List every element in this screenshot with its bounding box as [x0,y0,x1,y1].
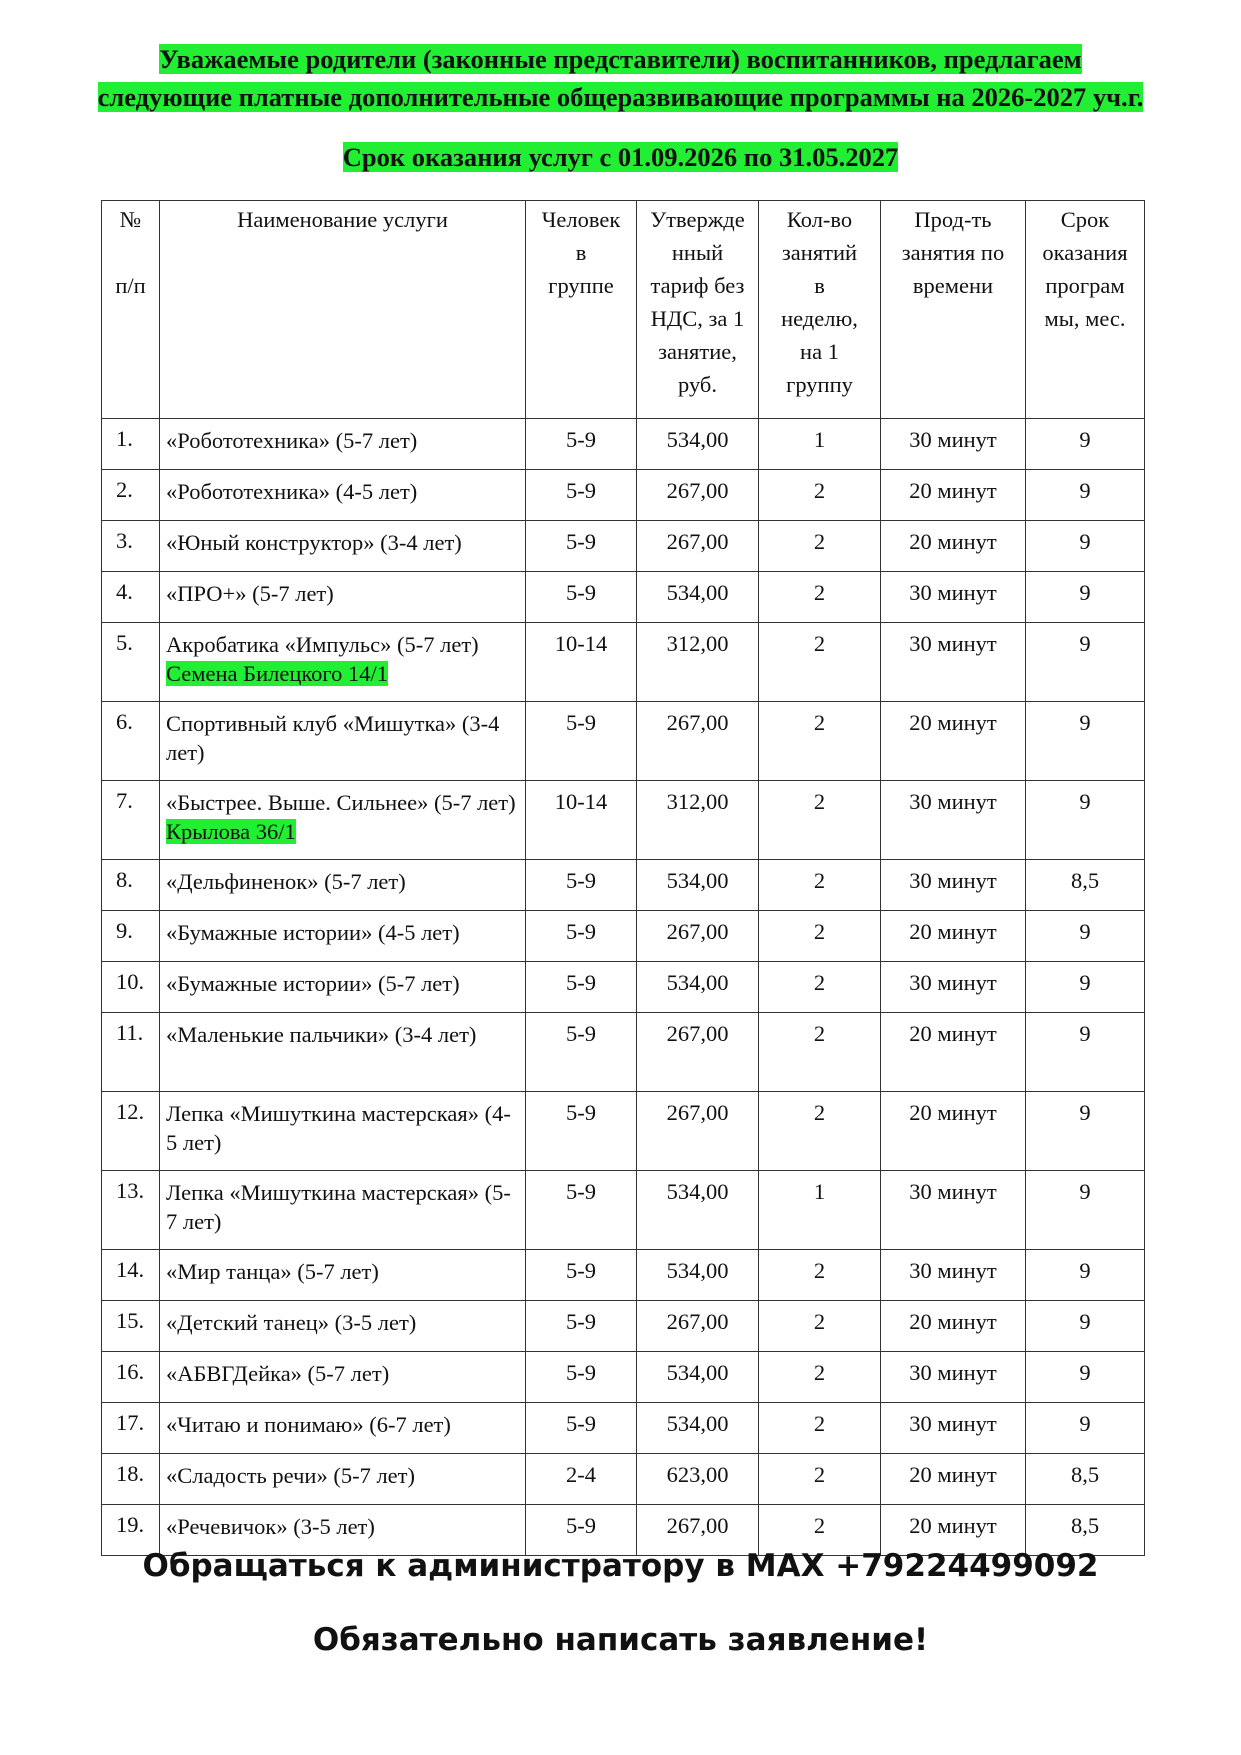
cell-num: 9. [102,911,160,962]
header-term: Срок оказания програм мы, мес. [1026,201,1145,419]
cell-tariff: 534,00 [637,419,759,470]
table-row [102,1013,1145,1092]
header-tariff: Утвержде нный тариф без НДС, за 1 занятие, руб. [637,201,759,419]
cell-people: 5-9 [526,1403,637,1454]
cell-duration: 30 минут [881,1250,1026,1301]
table-body [102,419,1145,1556]
table-row [102,911,1145,962]
table-row [102,1403,1145,1454]
service-name: «Детский танец» (3-5 лет) [166,1310,417,1335]
service-name: «Юный конструктор» (3-4 лет) [166,530,462,555]
cell-duration: 20 минут [881,1301,1026,1352]
cell-term: 9 [1026,1301,1145,1352]
table-row [102,521,1145,572]
cell-duration: 20 минут [881,911,1026,962]
cell-num: 19. [102,1505,160,1556]
cell-people: 5-9 [526,1013,637,1092]
cell-duration: 20 минут [881,1505,1026,1556]
cell-tariff: 267,00 [637,1301,759,1352]
cell-people: 5-9 [526,702,637,781]
table-row [102,1171,1145,1250]
cell-name [160,860,526,911]
cell-people: 5-9 [526,1505,637,1556]
cell-term: 9 [1026,1250,1145,1301]
cell-num: 15. [102,1301,160,1352]
cell-num: 5. [102,623,160,702]
cell-num: 13. [102,1171,160,1250]
cell-num: 7. [102,781,160,860]
cell-term: 9 [1026,623,1145,702]
cell-tariff: 534,00 [637,1403,759,1454]
table-row [102,1092,1145,1171]
cell-count: 2 [759,1013,881,1092]
cell-tariff: 267,00 [637,521,759,572]
table-row [102,860,1145,911]
cell-name [160,702,526,781]
cell-num: 12. [102,1092,160,1171]
service-term-text: Срок оказания услуг с 01.09.2026 по 31.05.2027 [342,142,899,172]
cell-duration: 20 минут [881,1013,1026,1092]
service-name: «ПРО+» (5-7 лет) [166,581,334,606]
service-name: «Робототехника» (4-5 лет) [166,479,418,504]
cell-count: 2 [759,1250,881,1301]
service-name: «Маленькие пальчики» (3-4 лет) [166,1022,477,1047]
cell-tariff: 534,00 [637,572,759,623]
cell-tariff: 267,00 [637,470,759,521]
service-name: Лепка «Мишуткина мастерская» (5-7 лет) [166,1180,511,1234]
table-row [102,781,1145,860]
cell-num: 2. [102,470,160,521]
cell-count: 2 [759,1505,881,1556]
cell-name [160,781,526,860]
cell-count: 2 [759,962,881,1013]
service-name: «Бумажные истории» (5-7 лет) [166,971,460,996]
cell-duration: 30 минут [881,623,1026,702]
cell-duration: 30 минут [881,419,1026,470]
table-header-row [102,201,1145,419]
cell-count: 2 [759,1403,881,1454]
cell-people: 5-9 [526,419,637,470]
service-name: «Мир танца» (5-7 лет) [166,1259,379,1284]
cell-num: 18. [102,1454,160,1505]
cell-term: 9 [1026,1092,1145,1171]
title-line-2: следующие платные дополнительные общеразвивающие программы на 2026-2027 уч.г. [97,82,1144,112]
cell-duration: 30 минут [881,572,1026,623]
cell-num: 16. [102,1352,160,1403]
cell-term: 9 [1026,470,1145,521]
cell-term: 9 [1026,911,1145,962]
cell-name [160,623,526,702]
cell-tariff: 623,00 [637,1454,759,1505]
cell-people: 5-9 [526,521,637,572]
cell-duration: 20 минут [881,470,1026,521]
cell-term: 9 [1026,962,1145,1013]
service-name: Акробатика «Импульс» (5-7 лет) [166,632,479,657]
cell-num: 1. [102,419,160,470]
service-name: «Речевичок» (3-5 лет) [166,1514,375,1539]
cell-duration: 30 минут [881,781,1026,860]
cell-term: 9 [1026,702,1145,781]
cell-count: 2 [759,702,881,781]
cell-term: 9 [1026,1403,1145,1454]
cell-tariff: 534,00 [637,860,759,911]
cell-duration: 30 минут [881,860,1026,911]
cell-tariff: 534,00 [637,962,759,1013]
table-row [102,962,1145,1013]
cell-num: 11. [102,1013,160,1092]
service-name: Лепка «Мишуткина мастерская» (4-5 лет) [166,1101,511,1155]
cell-count: 2 [759,1454,881,1505]
cell-num: 4. [102,572,160,623]
cell-people: 5-9 [526,860,637,911]
cell-name [160,911,526,962]
cell-count: 2 [759,521,881,572]
cell-people: 2-4 [526,1454,637,1505]
cell-duration: 20 минут [881,521,1026,572]
cell-people: 5-9 [526,962,637,1013]
table-row [102,623,1145,702]
service-term [40,138,1201,176]
service-name: «АБВГДейка» (5-7 лет) [166,1361,390,1386]
cell-tariff: 267,00 [637,1505,759,1556]
cell-duration: 30 минут [881,1403,1026,1454]
cell-duration: 30 минут [881,962,1026,1013]
cell-term: 9 [1026,781,1145,860]
address-highlight: Семена Билецкого 14/1 [166,661,388,686]
cell-count: 1 [759,419,881,470]
table-row [102,419,1145,470]
table-row [102,470,1145,521]
cell-name [160,1013,526,1092]
table-row [102,572,1145,623]
cell-name [160,521,526,572]
cell-people: 5-9 [526,1301,637,1352]
cell-term: 9 [1026,1352,1145,1403]
cell-count: 2 [759,1092,881,1171]
cell-name [160,419,526,470]
cell-count: 2 [759,1352,881,1403]
cell-tariff: 267,00 [637,911,759,962]
cell-name [160,1301,526,1352]
cell-people: 5-9 [526,470,637,521]
cell-num: 14. [102,1250,160,1301]
cell-term: 9 [1026,419,1145,470]
cell-name [160,1352,526,1403]
cell-count: 2 [759,623,881,702]
cell-tariff: 267,00 [637,702,759,781]
table-row [102,1352,1145,1403]
cell-count: 2 [759,860,881,911]
cell-people: 5-9 [526,1171,637,1250]
application-notice: Обязательно написать заявление! [312,1622,929,1658]
cell-term: 9 [1026,572,1145,623]
header-duration: Прод-ть занятия по времени [881,201,1026,419]
cell-name [160,1171,526,1250]
cell-count: 2 [759,1301,881,1352]
cell-people: 10-14 [526,623,637,702]
cell-term: 9 [1026,521,1145,572]
cell-name [160,470,526,521]
cell-num: 8. [102,860,160,911]
service-name: «Дельфиненок» (5-7 лет) [166,869,406,894]
service-name: Спортивный клуб «Мишутка» (3-4 лет) [166,711,500,765]
cell-tariff: 312,00 [637,781,759,860]
service-name: «Бумажные истории» (4-5 лет) [166,920,460,945]
cell-count: 2 [759,572,881,623]
service-name: «Быстрее. Выше. Сильнее» (5-7 лет) [166,790,516,815]
address-highlight: Крылова 36/1 [166,819,296,844]
header-people: Человек в группе [526,201,637,419]
cell-name [160,1403,526,1454]
cell-people: 5-9 [526,572,637,623]
header-name: Наименование услуги [160,201,526,419]
cell-count: 2 [759,470,881,521]
title-line-1: Уважаемые родители (законные представители) воспитанников, предлагаем [159,44,1082,74]
cell-term: 8,5 [1026,860,1145,911]
header-count: Кол-во занятий в неделю, на 1 группу [759,201,881,419]
cell-tariff: 267,00 [637,1013,759,1092]
cell-tariff: 312,00 [637,623,759,702]
cell-term: 9 [1026,1171,1145,1250]
announcement-title [40,40,1201,116]
cell-people: 5-9 [526,1352,637,1403]
cell-duration: 20 минут [881,1454,1026,1505]
cell-name [160,1454,526,1505]
cell-name [160,572,526,623]
service-name: «Сладость речи» (5-7 лет) [166,1463,415,1488]
cell-term: 8,5 [1026,1505,1145,1556]
cell-people: 5-9 [526,1092,637,1171]
cell-tariff: 534,00 [637,1250,759,1301]
cell-num: 6. [102,702,160,781]
cell-tariff: 534,00 [637,1352,759,1403]
cell-num: 17. [102,1403,160,1454]
contact-admin: Обращаться к администратору в MAX +79224499092 [142,1548,1099,1584]
cell-num: 3. [102,521,160,572]
cell-count: 2 [759,911,881,962]
cell-tariff: 534,00 [637,1171,759,1250]
cell-count: 1 [759,1171,881,1250]
cell-people: 10-14 [526,781,637,860]
cell-num: 10. [102,962,160,1013]
service-name: «Читаю и понимаю» (6-7 лет) [166,1412,451,1437]
cell-name [160,962,526,1013]
cell-name [160,1092,526,1171]
cell-duration: 20 минут [881,702,1026,781]
cell-count: 2 [759,781,881,860]
table-row [102,1250,1145,1301]
cell-tariff: 267,00 [637,1092,759,1171]
header-num: № п/п [102,201,160,419]
services-table [101,200,1145,1556]
table-row [102,1301,1145,1352]
cell-term: 8,5 [1026,1454,1145,1505]
service-name: «Робототехника» (5-7 лет) [166,428,418,453]
cell-term: 9 [1026,1013,1145,1092]
cell-name [160,1250,526,1301]
cell-duration: 20 минут [881,1092,1026,1171]
table-row [102,1454,1145,1505]
cell-people: 5-9 [526,911,637,962]
cell-duration: 30 минут [881,1171,1026,1250]
cell-duration: 30 минут [881,1352,1026,1403]
table-row [102,702,1145,781]
cell-people: 5-9 [526,1250,637,1301]
